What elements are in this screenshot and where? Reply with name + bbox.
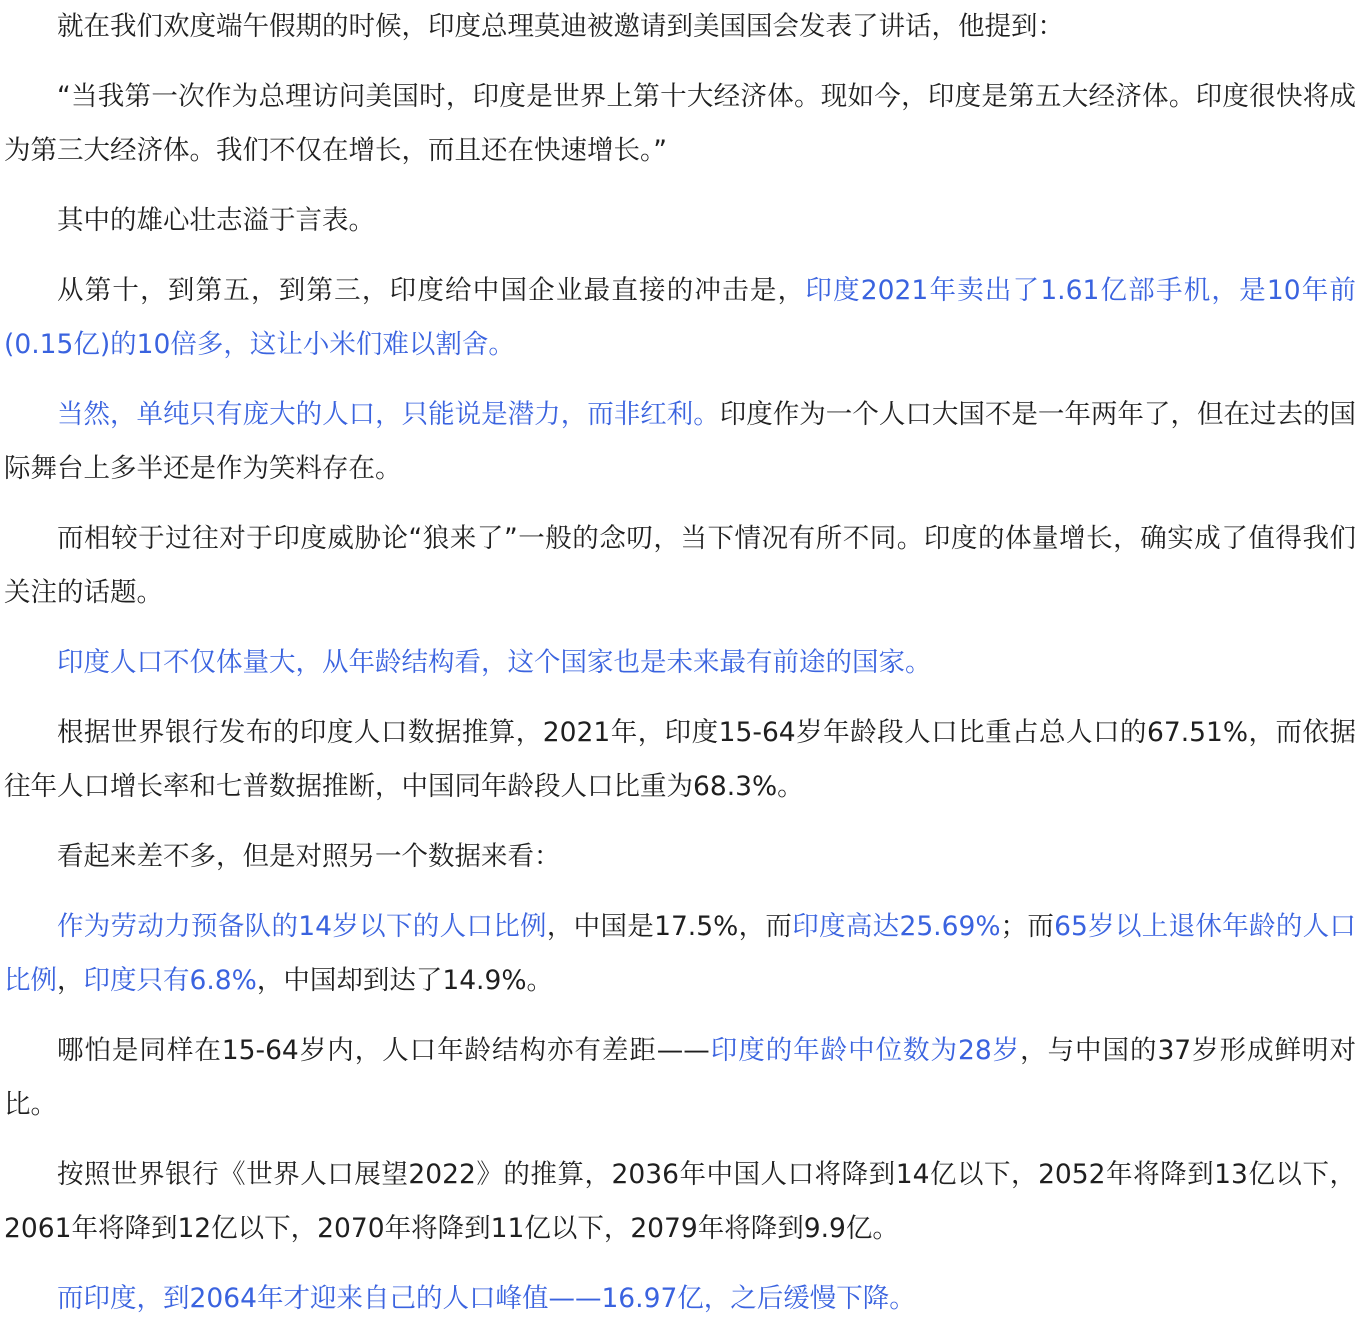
paragraph-china-projection bbox=[4, 1148, 1356, 1256]
paragraph-age-structure bbox=[4, 636, 1356, 690]
highlight-phone-sales: 印度2021年卖出了1.61亿部手机，是10年前(0.15亿)的10倍多，这让小米们难以割舍。 bbox=[4, 275, 1356, 360]
paragraph-compare-intro bbox=[4, 830, 1356, 884]
paragraph-text: 根据世界银行发布的印度人口数据推算，2021年，印度15-64岁年龄段人口比重占总人口的67.51%，而依据往年人口增长率和七普数据推断，中国同年龄段人口比重为68.3%。 bbox=[4, 717, 1356, 802]
paragraph-text: 看起来差不多，但是对照另一个数据来看： bbox=[57, 841, 561, 872]
highlight-potential: 当然，单纯只有庞大的人口，只能说是潜力，而非红利。 bbox=[57, 399, 720, 430]
highlight-median-age: 印度的年龄中位数为28岁 bbox=[709, 1035, 1021, 1066]
highlight-age-structure: 印度人口不仅体量大，从年龄结构看，这个国家也是未来最有前途的国家。 bbox=[57, 647, 932, 678]
paragraph-text: 按照世界银行《世界人口展望2022》的推算，2036年中国人口将降到14亿以下，2052年将降到13亿以下，2061年将降到12亿以下，2070年将降到11亿以下，2079年将降到9.9亿。 bbox=[4, 1159, 1356, 1244]
paragraph-modi-quote bbox=[4, 70, 1356, 178]
paragraph-text: 哪怕是同样在15-64岁内，人口年龄结构亦有差距—— bbox=[57, 1035, 710, 1066]
highlight-over-65-ratio: 65岁以上退休年龄的人口比例 bbox=[4, 911, 1356, 996]
quote-text: “当我第一次作为总理访问美国时，印度是世界上第十大经济体。现如今，印度是第五大经济体。印度很快将成为第三大经济体。我们不仅在增长，而且还在快速增长。” bbox=[4, 81, 1356, 166]
paragraph-wolf-is-coming bbox=[4, 512, 1356, 620]
paragraph-text: ；而 bbox=[1000, 911, 1055, 942]
highlight-india-under-14: 印度高达25.69% bbox=[792, 911, 1001, 942]
paragraph-ambition bbox=[4, 194, 1356, 248]
paragraph-text: ，中国是17.5%，而 bbox=[546, 911, 793, 942]
paragraph-text: 其中的雄心壮志溢于言表。 bbox=[57, 205, 375, 236]
highlight-under-14-ratio: 作为劳动力预备队的14岁以下的人口比例 bbox=[57, 911, 547, 942]
paragraph-text: 而相较于过往对于印度威胁论“狼来了”一般的念叨，当下情况有所不同。印度的体量增长，确实成了值得我们关注的话题。 bbox=[4, 523, 1356, 608]
paragraph-age-ratios bbox=[4, 900, 1356, 1008]
paragraph-median-age bbox=[4, 1024, 1356, 1132]
paragraph-modi-speech-intro bbox=[4, 0, 1356, 54]
paragraph-text: 印度作为一个人口大国不是一年两年了，但在过去的国际舞台上多半还是作为笑料存在。 bbox=[4, 399, 1357, 484]
paragraph-text: ，中国却到达了14.9%。 bbox=[256, 965, 554, 996]
paragraph-phone-sales bbox=[4, 264, 1356, 372]
article-body bbox=[4, 0, 1356, 1326]
highlight-india-over-65: 印度只有6.8% bbox=[83, 965, 257, 996]
paragraph-text: 就在我们欢度端午假期的时候，印度总理莫迪被邀请到美国国会发表了讲话，他提到： bbox=[57, 11, 1064, 42]
paragraph-text: ， bbox=[57, 965, 84, 996]
paragraph-text: 从第十，到第五，到第三，印度给中国企业最直接的冲击是， bbox=[57, 275, 806, 306]
paragraph-potential bbox=[4, 388, 1356, 496]
highlight-india-peak: 而印度，到2064年才迎来自己的人口峰值——16.97亿，之后缓慢下降。 bbox=[57, 1283, 916, 1314]
paragraph-text: ，与中国的37岁形成鲜明对比。 bbox=[4, 1035, 1356, 1120]
paragraph-world-bank-ratio bbox=[4, 706, 1356, 814]
